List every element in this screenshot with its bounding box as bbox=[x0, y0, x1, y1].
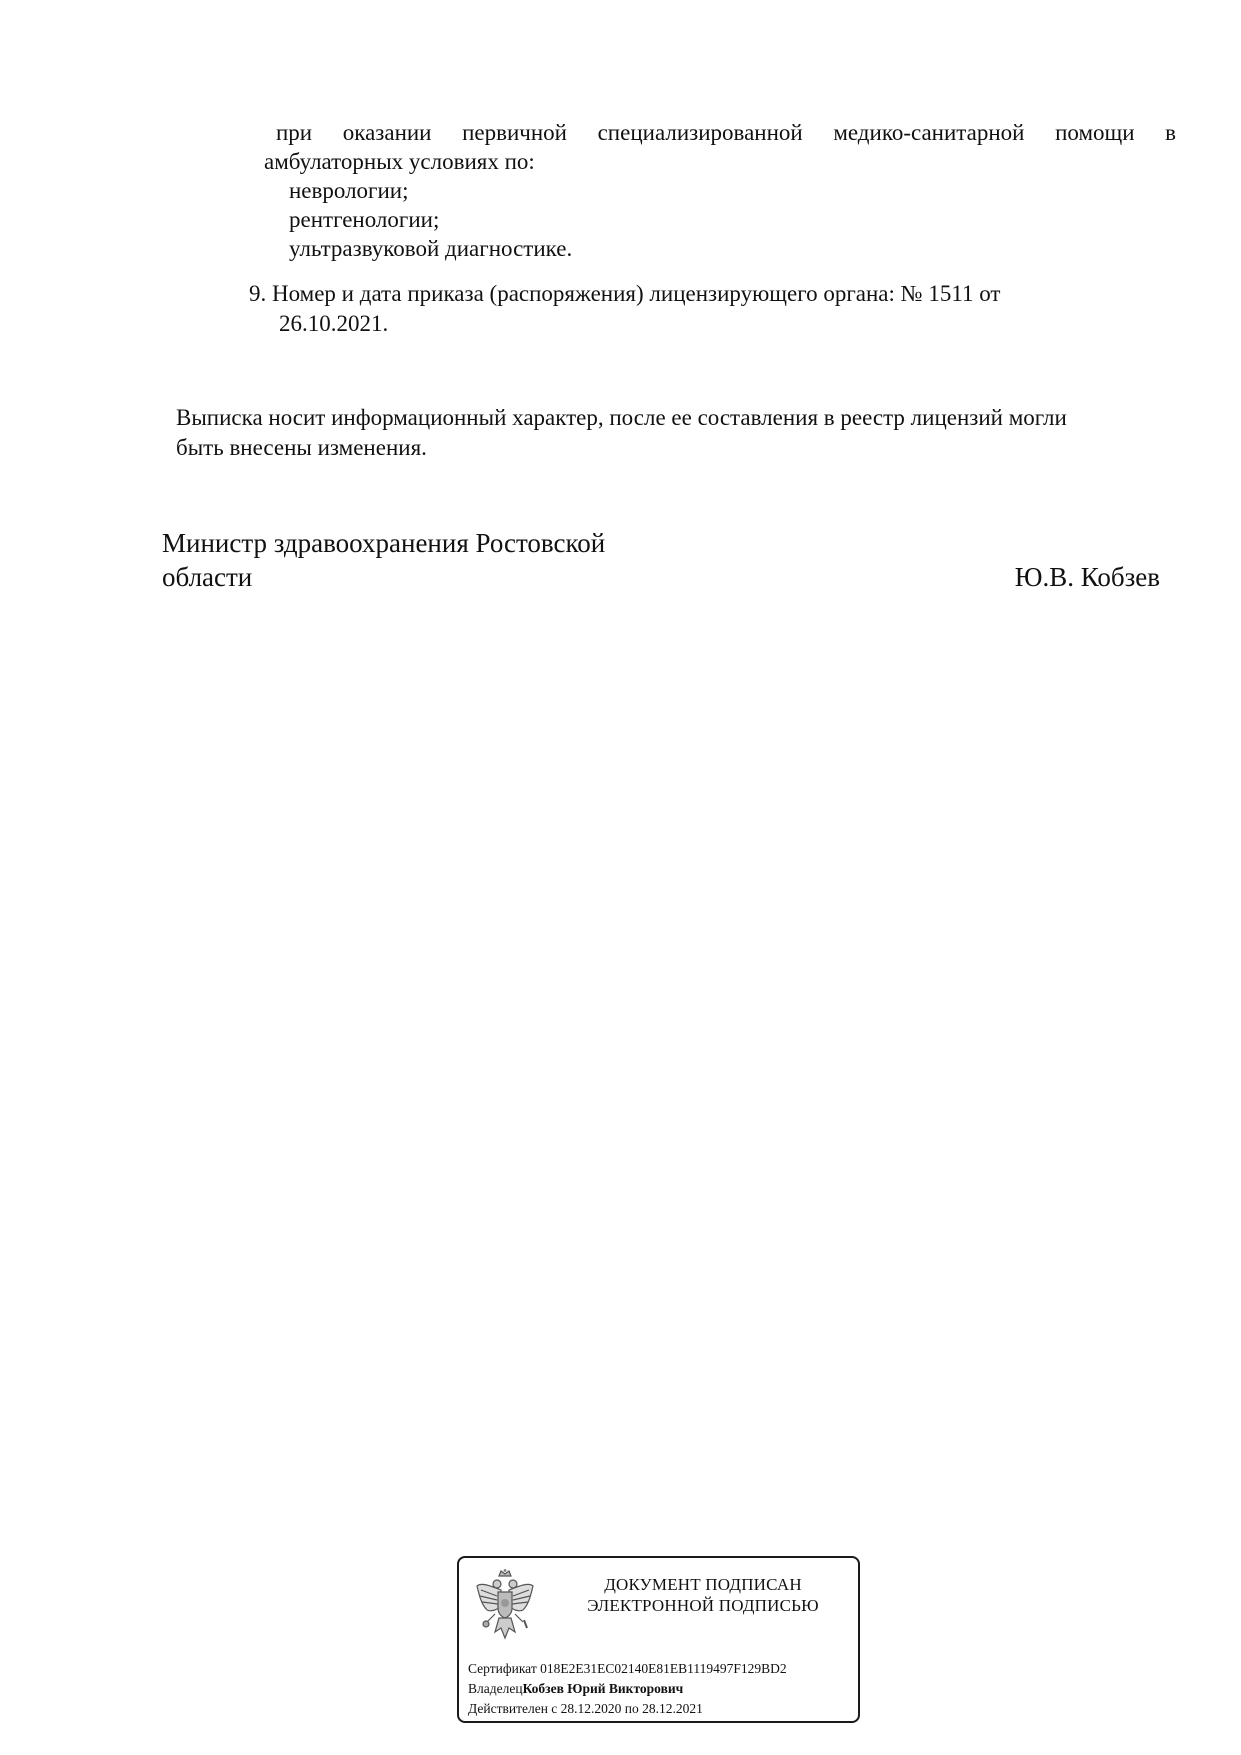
electronic-signature-stamp bbox=[457, 1556, 860, 1723]
signatory-position-line2: области bbox=[162, 562, 253, 592]
stamp-title-line1: ДОКУМЕНТ ПОДПИСАН bbox=[604, 1575, 802, 1594]
stamp-title-line2: ЭЛЕКТРОННОЙ ПОДПИСЬЮ bbox=[587, 1596, 819, 1615]
list-intro-line2: амбулаторных условиях по: bbox=[264, 149, 535, 174]
list-item-neurology: неврологии; bbox=[289, 178, 409, 203]
stamp-certificate: Сертификат 018E2E31EC02140E81EB1119497F129BD2 bbox=[468, 1661, 787, 1676]
item9-line2: 26.10.2021. bbox=[279, 311, 389, 336]
stamp-owner-label: Владелец bbox=[468, 1681, 523, 1696]
stamp-validity: Действителен с 28.12.2020 по 28.12.2021 bbox=[468, 1701, 703, 1716]
list-item-radiology: рентгенологии; bbox=[289, 207, 440, 232]
item9-line1: 9. Номер и дата приказа (распоряжения) лицензирующего органа: № 1511 от bbox=[249, 281, 1001, 306]
signatory-name: Ю.В. Кобзев bbox=[1014, 562, 1160, 592]
list-intro-line1: при оказании первичной специализированной медико-санитарной помощи в bbox=[276, 120, 1176, 145]
disclaimer-line1: Выписка носит информационный характер, после ее составления в реестр лицензий могли bbox=[176, 405, 1067, 430]
stamp-owner-name: Кобзев Юрий Викторович bbox=[522, 1681, 684, 1696]
stamp-title bbox=[555, 1574, 851, 1616]
disclaimer-line2: быть внесены изменения. bbox=[176, 435, 427, 460]
stamp-owner bbox=[468, 1680, 683, 1698]
signatory-position-line1: Министр здравоохранения Ростовской bbox=[162, 528, 606, 558]
coat-of-arms-icon bbox=[473, 1568, 537, 1644]
list-item-ultrasound: ультразвуковой диагностике. bbox=[289, 236, 573, 261]
